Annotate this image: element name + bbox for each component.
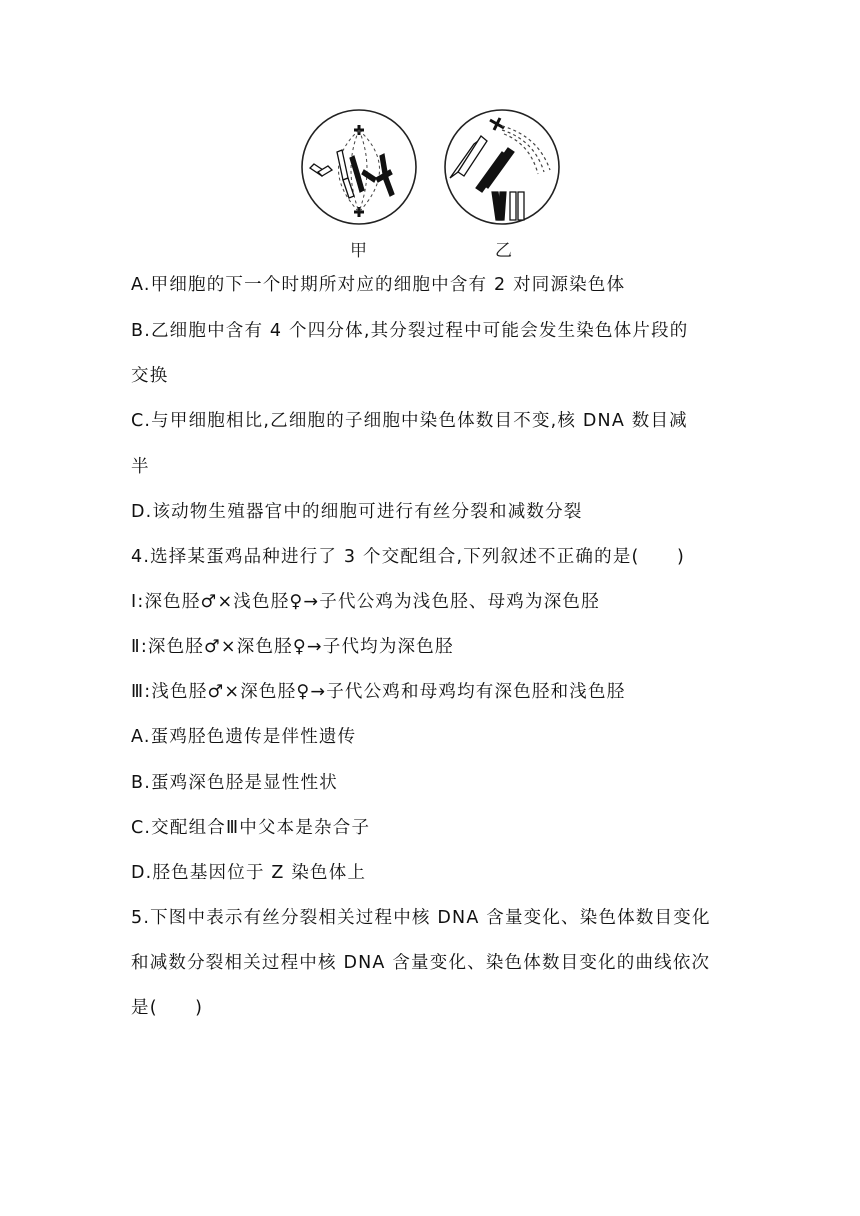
q4-stem: 4.选择某蛋鸡品种进行了 3 个交配组合,下列叙述不正确的是( ) — [131, 547, 685, 567]
q4-cross-2: Ⅱ:深色胫♂×深色胫♀→子代均为深色胫 — [131, 637, 454, 657]
cell-jia — [302, 110, 416, 224]
q4-cross-3: Ⅲ:浅色胫♂×深色胫♀→子代公鸡和母鸡均有深色胫和浅色胫 — [131, 682, 626, 702]
q4-option-c: C.交配组合Ⅲ中父本是杂合子 — [131, 818, 371, 838]
q3-option-d: D.该动物生殖器官中的细胞可进行有丝分裂和减数分裂 — [131, 502, 583, 522]
figure-label-yi: 乙 — [495, 241, 512, 261]
q4-option-d: D.胫色基因位于 Z 染色体上 — [131, 863, 367, 883]
q4-option-b: B.蛋鸡深色胫是显性性状 — [131, 773, 338, 793]
q5-stem-end: 是( ) — [131, 998, 204, 1018]
cell-division-figure — [298, 108, 562, 258]
q5-stem-cont: 和减数分裂相关过程中核 DNA 含量变化、染色体数目变化的曲线依次 — [131, 953, 711, 973]
q3-option-b: B.乙细胞中含有 4 个四分体,其分裂过程中可能会发生染色体片段的 — [131, 321, 689, 341]
q4-cross-1: Ⅰ:深色胫♂×浅色胫♀→子代公鸡为浅色胫、母鸡为深色胫 — [131, 592, 600, 612]
cell-yi — [445, 110, 559, 224]
q4-option-a: A.蛋鸡胫色遗传是伴性遗传 — [131, 727, 357, 747]
q3-option-b-cont: 交换 — [131, 366, 169, 386]
figure-label-jia: 甲 — [350, 241, 367, 261]
q3-option-c: C.与甲细胞相比,乙细胞的子细胞中染色体数目不变,核 DNA 数目减 — [131, 411, 688, 431]
q3-option-a: A.甲细胞的下一个时期所对应的细胞中含有 2 对同源染色体 — [131, 275, 626, 295]
q5-stem: 5.下图中表示有丝分裂相关过程中核 DNA 含量变化、染色体数目变化 — [131, 908, 711, 928]
q3-option-c-cont: 半 — [131, 457, 150, 477]
